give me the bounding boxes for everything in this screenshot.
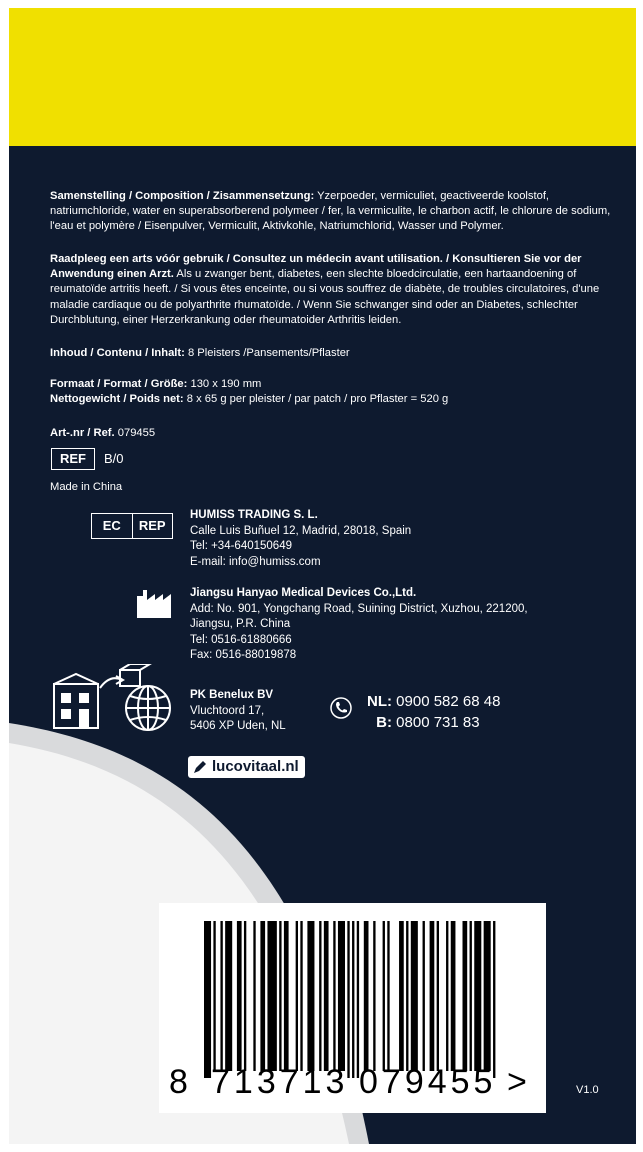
rep-company-email: E-mail: info@humiss.com [190,555,321,568]
barcode [159,903,546,1113]
barcode-bar [333,921,335,1071]
advice-label: Raadpleeg een arts vóór gebruik / Consultez un médecin avant utilisation. / Konsultieren Sie vor der Anwendung einen Arzt. [50,253,582,281]
phone-nl [364,691,500,712]
barcode-bar [406,921,408,1071]
barcode-bar [319,921,321,1071]
phone-b-country: B: [376,714,392,731]
format-line [50,377,620,392]
weight-line [50,392,620,407]
brand-logo [188,756,305,778]
barcode-bar [300,921,302,1071]
contents-line [50,346,620,361]
rep-company-name: HUMISS TRADING S. L. [190,509,318,521]
weight-label: Nettogewicht / Poids net: [50,393,184,406]
article-label: Art-.nr / Ref. [50,427,115,439]
barcode-bar [253,921,255,1071]
made-in: Made in China [50,481,123,493]
barcode-bar [267,921,276,1071]
factory-icon [135,586,175,620]
composition-label: Samenstelling / Composition / Zisammensetzung: [50,190,315,202]
manufacturer-tel: Tel: 0516-61880666 [190,633,292,646]
advice-value: Als u zwanger bent, diabetes, een slechte bloedcirculatie, een hartaandoening of reumatoïde artritis heeft. / Si vous êtes enceinte, ou si vous souffrez de diabète, de troubles circulatoires, d'une maladie cardiaque ou de polyarthrite rhumatoïde. / Wenn Sie schwanger sind oder an Diabetes, schlechter Durchblutung, einer Herzerkrankung oder rheumatoider Arthritis leiden. [50,268,600,326]
barcode-bar [357,921,359,1078]
rep-company-address: Calle Luis Buñuel 12, Madrid, 28018, Spain [190,524,412,537]
barcode-bar [430,921,435,1071]
barcode-bar [463,921,468,1071]
distributor-globe-icon [50,664,175,732]
barcode-bar [484,921,491,1071]
barcode-bar [387,921,389,1071]
manufacturer-fax: Fax: 0516-88019878 [190,649,297,661]
distributor-street: Vluchtoord 17, [190,704,265,717]
weight-value: 8 x 65 g per pleister / par patch / pro Pflaster = 520 g [186,393,449,406]
package-back-panel [9,8,636,1144]
barcode-bar [347,921,349,1078]
barcode-bar [474,921,481,1071]
rep-label: REP [138,518,166,533]
barcode-bar [279,921,281,1071]
barcode-bar [373,921,375,1071]
format-label: Formaat / Format / Größe: [50,378,188,390]
format-value: 130 x 190 mm [190,378,262,390]
composition-value: Yzerpoeder, vermiculiet, geactiveerde koolstof, natriumchloride, water en superabsorberend polymeer / fer, la vermiculite, le charbon actif, le chlorure de sodium, l'eau et polymère / Eisenpulver, Vermiculit, Aktivkohle, Natriumchlorid, Wasser und Polymer. [50,190,611,233]
manufacturer-block [190,586,528,664]
manufacturer-address-2: Jiangsu, P.R. China [190,618,291,630]
article-line [50,426,620,441]
barcode-bar [225,921,232,1071]
barcode-bar [220,921,222,1071]
barcode-bar [411,921,418,1071]
barcode-bar [493,921,495,1078]
phone-nl-number: 0900 582 68 48 [396,693,501,710]
barcode-arrow: > [507,1063,527,1101]
barcode-bar [470,921,472,1071]
ec-label: EC [92,514,133,538]
barcode-bar [284,921,289,1071]
barcode-bar [399,921,404,1071]
phone-b-number: 0800 731 83 [396,714,480,731]
barcode-bar [307,921,314,1071]
barcode-bar [244,921,246,1071]
distributor-name: PK Benelux BV [190,689,274,701]
barcode-bar [237,921,242,1071]
ref-value: B/0 [104,451,124,466]
distributor-city: 5406 XP Uden, NL [190,720,286,732]
contents-label: Inhoud / Contenu / Inhalt: [50,347,185,359]
barcode-bar [213,921,215,1071]
distributor-block [190,688,286,735]
rep-company-tel: Tel: +34-640150649 [190,540,292,552]
barcode-left-digits: 713713 [211,1063,349,1101]
barcode-bar [352,921,354,1078]
barcode-bar [324,921,329,1071]
barcode-bar [446,921,448,1071]
manufacturer-name: Jiangsu Hanyao Medical Devices Co.,Ltd. [190,587,417,599]
brand-name: lucovitaal.nl [212,758,299,775]
article-value: 079455 [117,427,156,439]
format-weight-block [50,377,620,407]
phone-b [364,712,500,733]
ref-symbol: REF [51,448,95,470]
barcode-bar [260,921,265,1071]
barcode-bar [296,921,298,1071]
barcode-bar [423,921,425,1071]
composition-text [50,189,620,235]
barcode-bar [451,921,456,1071]
barcode-bars [159,903,546,1078]
barcode-bar [338,921,345,1071]
version-label: V1.0 [576,1084,599,1096]
manufacturer-address-1: Add: No. 901, Yongchang Road, Suining District, Xuzhou, 221200, [190,602,528,615]
barcode-bar [437,921,439,1071]
brand-pen-icon [192,759,208,775]
rep-company-block [190,508,411,570]
barcode-bar [204,921,211,1078]
phone-nl-country: NL: [367,693,392,710]
advice-text [50,252,620,328]
phone-icon [329,696,353,720]
phone-numbers [364,691,500,733]
contents-value: 8 Pleisters /Pansements/Pflaster [187,347,350,359]
barcode-bar [383,921,385,1071]
barcode-first-digit: 8 [169,1063,188,1101]
ec-rep-symbol [91,513,173,539]
barcode-bar [364,921,369,1071]
barcode-right-digits: 079455 [359,1063,497,1101]
